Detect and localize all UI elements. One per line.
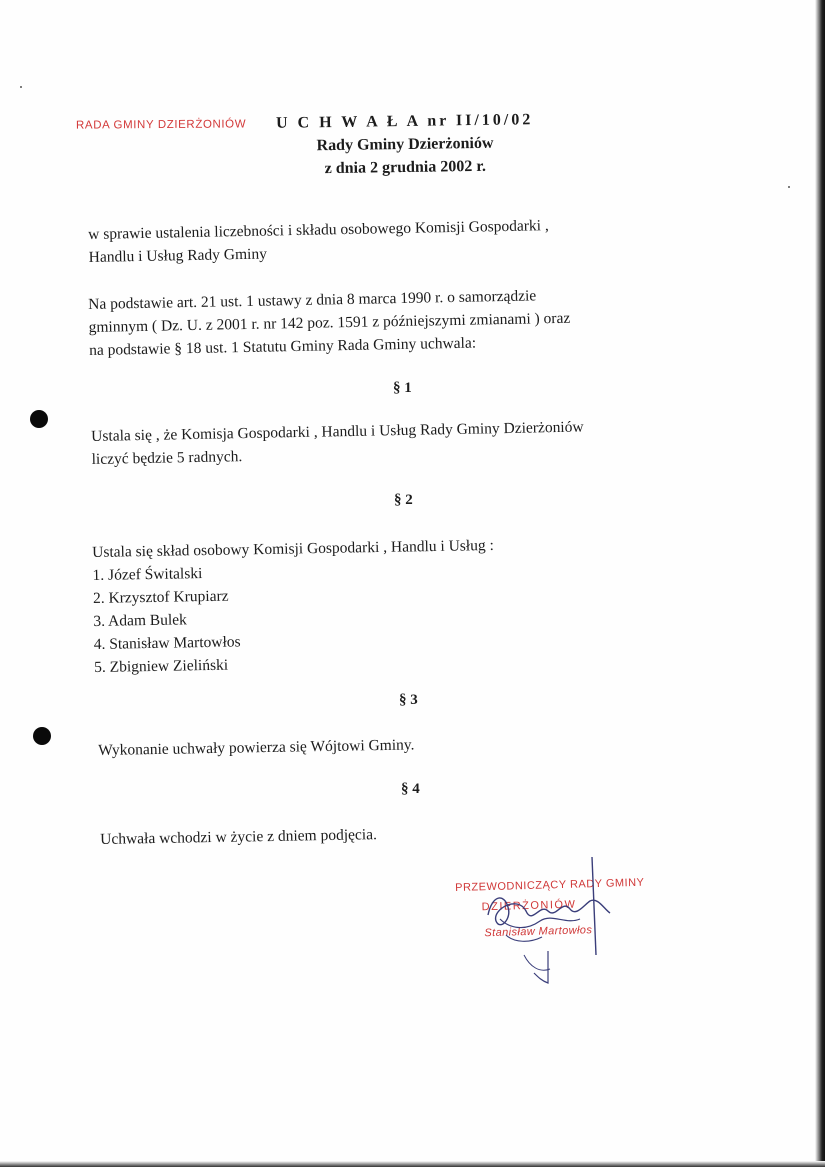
legal-basis-line: na podstawie § 18 ust. 1 Statutu Gminy Rada Gminy uchwala:	[88, 334, 477, 359]
punch-hole	[30, 410, 48, 428]
legal-basis-paragraph	[88, 284, 571, 362]
section-1-text	[91, 416, 584, 471]
legal-basis-line: gminnym ( Dz. U. z 2001 r. nr 142 poz. 1591 z późniejszymi zmianami ) oraz	[88, 309, 571, 336]
scan-speck	[788, 186, 790, 188]
subject-paragraph	[88, 214, 549, 269]
scan-speck	[20, 86, 22, 88]
subject-line: w sprawie ustalenia liczebności i składu osobowego Komisji Gospodarki ,	[88, 217, 549, 243]
chairman-stamp-title: PRZEWODNICZĄCY RADY GMINY	[455, 876, 645, 894]
chairman-stamp-place: DZIERŻONIÓW	[481, 898, 577, 914]
member-list-item: 3. Adam Bulek	[93, 611, 187, 630]
section-2-text	[92, 534, 496, 679]
council-header-stamp: RADA GMINY DZIERŻONIÓW	[75, 118, 247, 132]
scan-edge-shadow	[815, 0, 825, 1167]
resolution-council: Rady Gminy Dzierżoniów	[316, 134, 494, 155]
section-1-line: liczyć będzie 5 radnych.	[91, 448, 243, 468]
legal-basis-line: Na podstawie art. 21 ust. 1 ustawy z dnia 8 marca 1990 r. o samorządzie	[88, 287, 537, 313]
section-3-label: § 3	[399, 692, 418, 708]
member-list-item: 1. Józef Świtalski	[92, 565, 203, 584]
section-3-text: Wykonanie uchwały powierza się Wójtowi Gminy.	[98, 736, 415, 759]
chairman-stamp-name: Stanisław Martowłos	[484, 924, 593, 940]
section-4-label: § 4	[401, 781, 420, 797]
member-list-item: 5. Zbigniew Zieliński	[94, 656, 229, 676]
member-list-item: 4. Stanisław Martowłos	[93, 633, 241, 653]
resolution-date: z dnia 2 grudnia 2002 r.	[324, 157, 487, 178]
subject-line: Handlu i Usług Rady Gminy	[88, 245, 268, 266]
member-list	[92, 557, 496, 679]
section-1-label: § 1	[393, 380, 412, 396]
resolution-title: U C H W A Ł A nr II/10/02	[275, 111, 534, 132]
punch-hole	[33, 727, 51, 745]
section-2-intro: Ustala się skład osobowy Komisji Gospodarki , Handlu i Usług :	[92, 536, 494, 561]
section-2-label: § 2	[394, 492, 413, 508]
member-list-item: 2. Krzysztof Krupiarz	[92, 587, 229, 607]
section-4-text: Uchwała wchodzi w życie z dniem podjęcia.	[100, 826, 378, 848]
scan-edge-shadow	[0, 1161, 825, 1167]
handwritten-signature	[470, 855, 640, 985]
section-1-line: Ustala się , że Komisja Gospodarki , Handlu i Usług Rady Gminy Dzierżoniów	[91, 418, 584, 445]
resolution-heading	[255, 108, 556, 181]
